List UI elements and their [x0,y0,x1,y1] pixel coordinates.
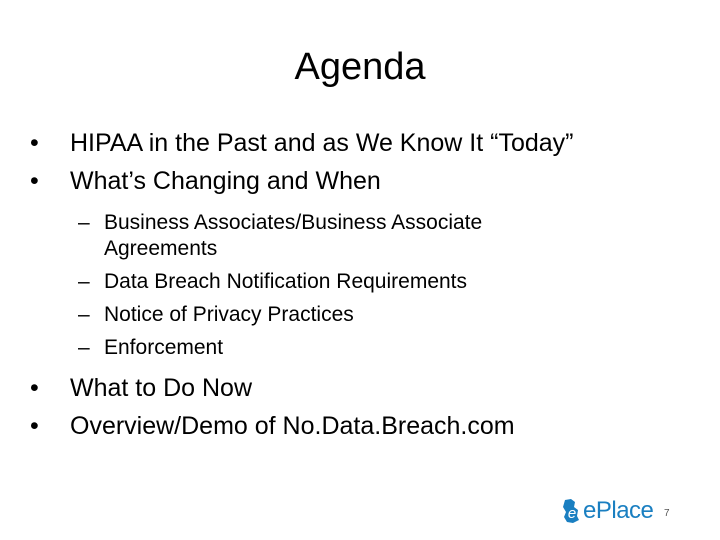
eplace-logo [562,497,653,525]
sub-bullet-item [22,302,624,328]
sub-bullet-text: Business Associates/Business Associate [104,211,483,234]
bullet-text: What to Do Now [70,374,253,402]
svg-text:e: e [567,505,577,522]
sub-bullet-text-continued: Agreements [104,237,218,260]
bullet-marker: • [30,129,39,157]
sub-bullet-text: Data Breach Notification Requirements [104,270,468,293]
bullet-marker: • [30,167,39,195]
bullet-marker: • [30,412,39,440]
bullet-list [22,128,702,441]
page-number: 7 [664,508,670,519]
bullet-item [22,373,702,403]
bullet-marker: • [30,374,39,402]
bullet-item [22,128,702,158]
sub-bullet-item [22,335,624,361]
sub-bullet-marker: – [78,211,90,234]
logo-text: ePlace [583,497,654,524]
bullet-text: HIPAA in the Past and as We Know It “Today” [70,129,574,157]
bullet-item [22,166,702,196]
sub-bullet-item [22,269,624,295]
sub-bullet-marker: – [78,303,90,326]
bullet-text: Overview/Demo of No.Data.Breach.com [70,412,515,440]
sub-bullet-marker: – [78,336,90,359]
eplace-logo-icon [562,498,582,524]
sub-bullet-marker: – [78,270,90,293]
sub-bullet-text: Enforcement [104,336,224,359]
sub-bullet-text: Notice of Privacy Practices [104,303,354,326]
bullet-item [22,411,702,441]
bullet-text: What’s Changing and When [70,167,381,195]
slide-title: Agenda [294,46,426,88]
sub-bullet-item [22,210,624,262]
